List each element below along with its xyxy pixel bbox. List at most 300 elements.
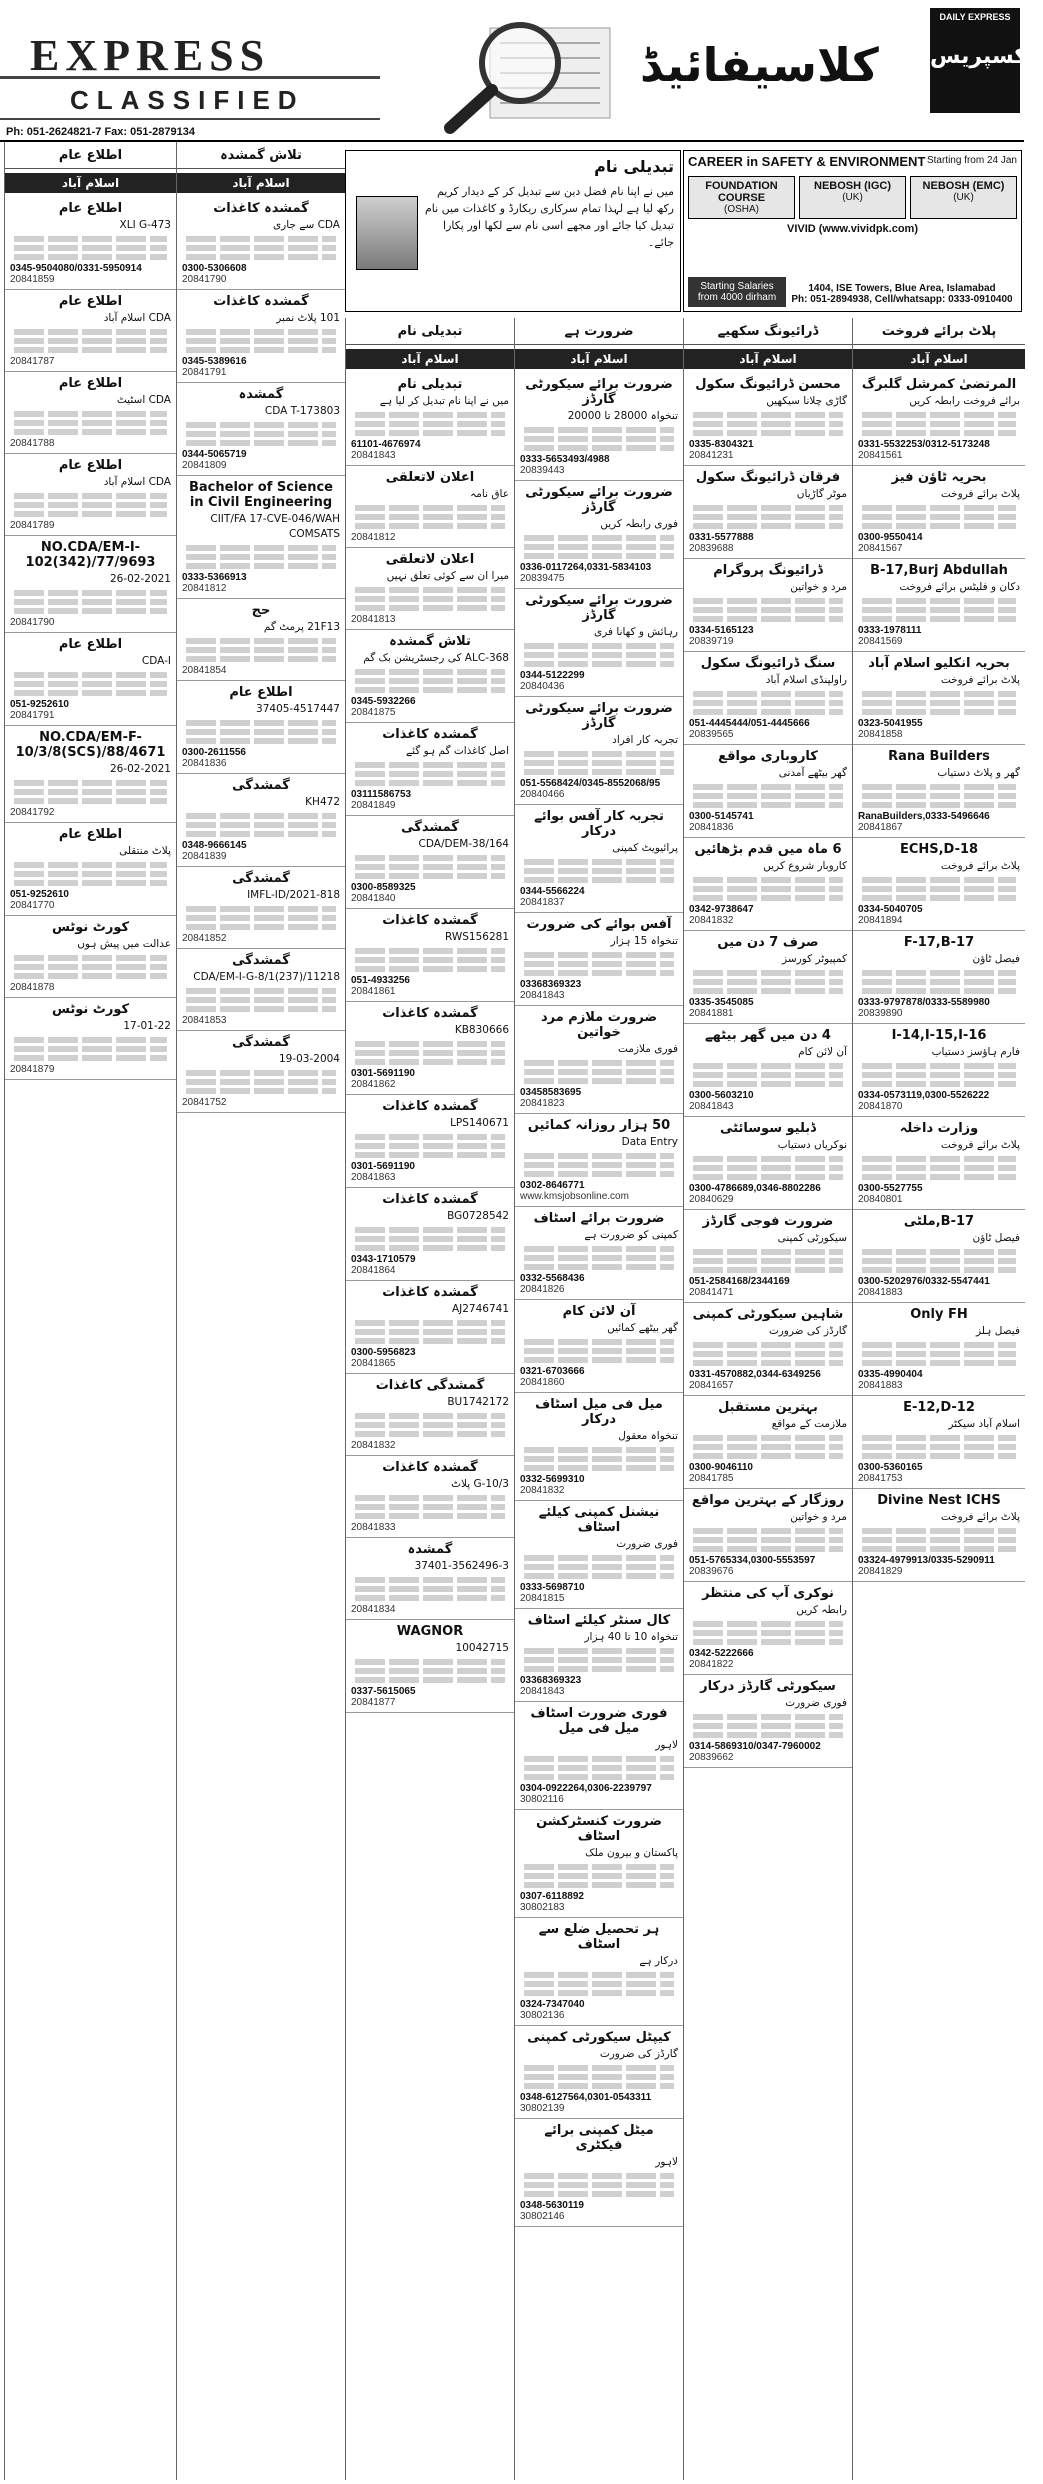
text-filler xyxy=(355,1236,505,1242)
ad-title: تلاش گمشدہ xyxy=(389,634,471,649)
ad-title: گمشدگی کاغذات xyxy=(375,1378,485,1393)
text-filler xyxy=(186,440,336,446)
column-heading: تلاش گمشدہ xyxy=(177,142,345,169)
ad-title: اطلاع عام xyxy=(229,685,293,700)
ad-phone: 0333-9797878/0333-5589980 xyxy=(858,997,990,1008)
text-filler xyxy=(524,1264,674,1270)
text-filler xyxy=(14,329,167,335)
text-filler xyxy=(355,1041,505,1047)
classified-ad xyxy=(5,536,176,633)
ad-title: Divine Nest ICHS xyxy=(877,1493,1001,1508)
career-address xyxy=(787,283,1017,305)
ad-phone: 0300-2611556 xyxy=(182,747,246,758)
ad-body: پلاٹ منتقلی xyxy=(119,845,171,857)
ad-id: 20841837 xyxy=(520,897,565,908)
ad-phone: 03368369323 xyxy=(520,979,582,990)
text-filler xyxy=(862,1546,1016,1552)
text-filler xyxy=(524,877,674,883)
ad-body: فیصل ہلز xyxy=(975,1325,1020,1337)
text-filler xyxy=(14,590,167,596)
ad-column xyxy=(4,142,176,2480)
text-filler xyxy=(355,1677,505,1683)
text-filler xyxy=(693,886,843,892)
ad-id: 20839565 xyxy=(689,729,734,740)
text-filler xyxy=(14,780,167,786)
ad-phone: 03458583695 xyxy=(520,1087,582,1098)
ad-body: دکان و فلیٹس برائے فروخت xyxy=(899,581,1020,593)
ad-id: 20841883 xyxy=(858,1287,903,1298)
course-foundation xyxy=(688,176,795,219)
classified-ad xyxy=(515,1609,683,1702)
text-filler xyxy=(862,1174,1016,1180)
ad-body: گارڈز کی ضرورت xyxy=(599,2048,678,2060)
ad-phone: 0301-5691190 xyxy=(351,1161,415,1172)
text-filler xyxy=(862,616,1016,622)
ad-body: گھر و پلاٹ دستیاب xyxy=(937,767,1020,779)
classified-ad xyxy=(684,466,852,559)
ad-body: LPS140671 xyxy=(450,1117,509,1129)
ad-phone: 0331-5532253/0312-5173248 xyxy=(858,439,990,450)
text-filler xyxy=(14,973,167,979)
text-filler xyxy=(524,535,674,541)
ad-phone: 0337-5615065 xyxy=(351,1686,416,1697)
ad-body: CDA اسلام آباد xyxy=(103,312,171,324)
ad-phone: 051-9252610 xyxy=(10,889,69,900)
text-filler xyxy=(693,523,843,529)
text-filler xyxy=(693,598,843,604)
ad-id: 20841567 xyxy=(858,543,903,554)
text-filler xyxy=(14,429,167,435)
text-filler xyxy=(862,1360,1016,1366)
brand-express: EXPRESS xyxy=(30,31,271,80)
classified-ad xyxy=(177,867,345,949)
text-filler xyxy=(355,1134,505,1140)
ad-body: سیکورٹی کمپنی xyxy=(777,1232,847,1244)
ad-title: ڈرائیونگ پروگرام xyxy=(713,563,823,578)
text-filler xyxy=(524,1447,674,1453)
classified-ad xyxy=(684,838,852,931)
ad-phone: 03324-4979913/0335-5290911 xyxy=(858,1555,995,1566)
text-filler xyxy=(14,955,167,961)
text-filler xyxy=(524,1246,674,1252)
ad-id: 30802146 xyxy=(520,2211,565,2222)
ad-body: Data Entry xyxy=(621,1136,678,1148)
ad-title: گمشدہ کاغذات xyxy=(382,1099,478,1114)
text-filler xyxy=(862,412,1016,418)
classified-ad xyxy=(853,838,1025,931)
ad-phone: 0307-6118892 xyxy=(520,1891,584,1902)
ad-title: اعلان لاتعلقی xyxy=(385,470,475,485)
ad-title: وزارت داخلہ xyxy=(899,1121,979,1136)
ad-body: BG0728542 xyxy=(447,1210,509,1222)
text-filler xyxy=(355,1413,505,1419)
text-filler xyxy=(693,1621,843,1627)
header-rule xyxy=(0,118,380,120)
text-filler xyxy=(524,1564,674,1570)
ad-body: BU1742172 xyxy=(447,1396,509,1408)
text-filler xyxy=(862,1156,1016,1162)
text-filler xyxy=(186,729,336,735)
text-filler xyxy=(524,1060,674,1066)
ad-phone: 0345-9504080/0331-5950914 xyxy=(10,263,142,274)
ad-id: 20841843 xyxy=(689,1101,734,1112)
ad-id: 20841789 xyxy=(10,520,55,531)
ad-id: 20839719 xyxy=(689,636,734,647)
text-filler xyxy=(524,1078,674,1084)
ad-id: 20839662 xyxy=(689,1752,734,1763)
ad-id: 20841881 xyxy=(689,1008,734,1019)
classified-ad xyxy=(515,697,683,805)
ad-phone: 0336-0117264,0331-5834103 xyxy=(520,562,652,573)
classified-ad xyxy=(5,454,176,536)
classified-ad xyxy=(684,373,852,466)
ad-body: KB830666 xyxy=(454,1024,509,1036)
ad-id: 20841878 xyxy=(10,982,55,993)
logo-daily: DAILY EXPRESS xyxy=(939,12,1011,22)
text-filler xyxy=(524,1153,674,1159)
ad-body: عدالت میں پیش ہوں xyxy=(77,938,171,950)
ad-body: فیصل ٹاؤن xyxy=(972,1232,1020,1244)
text-filler xyxy=(693,1072,843,1078)
ad-title: B-17,Burj Abdullah xyxy=(870,563,1008,578)
career-phone: Ph: 051-2894938, Cell/whatsapp: 0333-0910400 xyxy=(791,294,1013,305)
ad-body: درکار ہے xyxy=(639,1955,678,1967)
ad-column xyxy=(345,318,514,2480)
ad-title: گمشدگی xyxy=(232,953,290,968)
text-filler xyxy=(186,1070,336,1076)
text-filler xyxy=(862,979,1016,985)
ad-id: 20841791 xyxy=(182,367,227,378)
text-filler xyxy=(693,1165,843,1171)
ad-title: بحریہ ٹاؤن فیز xyxy=(891,470,987,485)
ad-title: گمشدہ کاغذات xyxy=(213,201,309,216)
text-filler xyxy=(524,1255,674,1261)
ad-title: گمشدہ xyxy=(407,1542,453,1557)
ad-body: پلاٹ برائے فروخت xyxy=(940,674,1020,686)
text-filler xyxy=(862,988,1016,994)
ad-column xyxy=(683,318,852,2480)
text-filler xyxy=(862,886,1016,892)
ad-phone: 0300-5202976/0332-5547441 xyxy=(858,1276,990,1287)
ad-title: فرقان ڈرائیونگ سکول xyxy=(695,470,841,485)
ad-title: اطلاع عام xyxy=(58,458,123,473)
text-filler xyxy=(524,652,674,658)
ad-phone: 0300-5527755 xyxy=(858,1183,923,1194)
text-filler xyxy=(14,599,167,605)
ad-id: 20841840 xyxy=(351,893,396,904)
text-filler xyxy=(693,1537,843,1543)
text-filler xyxy=(693,1342,843,1348)
text-filler xyxy=(524,760,674,766)
text-filler xyxy=(693,691,843,697)
text-filler xyxy=(524,2074,674,2080)
ad-body: CDA/EM-I-G-8/1(237)/11218 xyxy=(193,971,340,983)
header-rule xyxy=(0,76,380,79)
ad-title: گمشدہ کاغذات xyxy=(382,1460,478,1475)
text-filler xyxy=(862,1444,1016,1450)
classified-ad xyxy=(684,745,852,838)
text-filler xyxy=(862,793,1016,799)
classified-ad xyxy=(515,589,683,697)
text-filler xyxy=(524,643,674,649)
text-filler xyxy=(862,421,1016,427)
ad-phone: 0334-5040705 xyxy=(858,904,923,915)
text-filler xyxy=(524,1873,674,1879)
text-filler xyxy=(862,1351,1016,1357)
text-filler xyxy=(524,553,674,559)
classified-ad xyxy=(177,1031,345,1113)
text-filler xyxy=(355,1495,505,1501)
text-filler xyxy=(355,421,505,427)
ad-column xyxy=(176,142,345,2480)
text-filler xyxy=(524,1357,674,1363)
ad-id: 20841865 xyxy=(351,1358,396,1369)
magnifier-icon xyxy=(430,8,620,133)
ad-phone: 0300-4786689,0346-8802286 xyxy=(689,1183,821,1194)
text-filler xyxy=(14,1046,167,1052)
ad-id: 20841833 xyxy=(351,1522,396,1533)
ad-body: CDA سے جاری xyxy=(272,219,340,231)
text-filler xyxy=(693,1444,843,1450)
ad-phone: 0332-5699310 xyxy=(520,1474,585,1485)
text-filler xyxy=(355,780,505,786)
ad-title: گمشدہ کاغذات xyxy=(382,913,478,928)
classified-ad xyxy=(684,1489,852,1582)
classified-ad xyxy=(346,1281,514,1374)
course-name: NEBOSH (EMC) xyxy=(922,180,1005,192)
ad-phone: 0301-5691190 xyxy=(351,1068,415,1079)
ad-body: CDA اسلام آباد xyxy=(103,476,171,488)
ad-body: اصل کاغذات گم ہو گئے xyxy=(405,745,509,757)
name-change-ad xyxy=(345,150,681,312)
ad-id: 20841853 xyxy=(182,1015,227,1026)
ad-id: 20841867 xyxy=(858,822,903,833)
classified-ad xyxy=(515,1702,683,1810)
ad-id: 20841854 xyxy=(182,665,227,676)
classified-ad xyxy=(853,559,1025,652)
classified-ad xyxy=(346,1620,514,1713)
ad-phone: 0342-5222666 xyxy=(689,1648,754,1659)
ad-id: 20841879 xyxy=(10,1064,55,1075)
career-salary: Starting Salaries from 4000 dirham xyxy=(688,277,786,307)
ad-title: ضرورت برائے سیکورٹی گارڈز xyxy=(525,593,673,623)
ad-id: 20841852 xyxy=(182,933,227,944)
classified-ad xyxy=(177,290,345,383)
classified-ad xyxy=(684,1024,852,1117)
career-brand: VIVID (www.vividpk.com) xyxy=(786,223,918,235)
ad-title: بحریہ انکلیو اسلام آباد xyxy=(868,656,1010,671)
ad-phone: 0321-6703666 xyxy=(520,1366,585,1377)
ad-body: پاکستان و بیرون ملک xyxy=(585,1847,678,1859)
ad-title: ڈبلیو سوسائٹی xyxy=(720,1121,816,1136)
text-filler xyxy=(14,681,167,687)
text-filler xyxy=(14,493,167,499)
text-filler xyxy=(693,877,843,883)
text-filler xyxy=(186,347,336,353)
text-filler xyxy=(355,957,505,963)
ad-body: تنخواہ 10 تا 40 ہزار xyxy=(584,1631,678,1643)
text-filler xyxy=(14,608,167,614)
ad-column xyxy=(514,318,683,2480)
city-banner: اسلام آباد xyxy=(5,173,176,193)
classified-ad xyxy=(177,774,345,867)
ad-phone: 051-5765334,0300-5553597 xyxy=(689,1555,816,1566)
text-filler xyxy=(862,523,1016,529)
classified-ad xyxy=(684,1675,852,1768)
ad-body: میں نے اپنا نام تبدیل کر لیا ہے xyxy=(379,395,509,407)
ad-title: Bachelor of Science in Civil Engineering xyxy=(188,480,333,510)
classified-ad xyxy=(177,476,345,599)
text-filler xyxy=(355,1668,505,1674)
text-filler xyxy=(524,1348,674,1354)
ad-body: پرائیویٹ کمپنی xyxy=(612,842,678,854)
classified-ad xyxy=(5,998,176,1080)
text-filler xyxy=(355,1422,505,1428)
ad-body: RWS156281 xyxy=(445,931,509,943)
text-filler xyxy=(524,1573,674,1579)
classified-ad xyxy=(853,1396,1025,1489)
ad-phone: 03111586753 xyxy=(351,789,412,800)
ad-title: I-14,I-15,I-16 xyxy=(891,1028,987,1043)
text-filler xyxy=(524,751,674,757)
ad-phone: 0343-1710579 xyxy=(351,1254,416,1265)
ad-phone: 0304-0922264,0306-2239797 xyxy=(520,1783,652,1794)
ad-id: 20841860 xyxy=(520,1377,565,1388)
text-filler xyxy=(186,997,336,1003)
classified-ad xyxy=(5,197,176,290)
ad-title: E-12,D-12 xyxy=(903,1400,975,1415)
city-banner: اسلام آباد xyxy=(853,349,1025,369)
header-contact: Ph: 051-2624821-7 Fax: 051-2879134 xyxy=(6,126,195,138)
classified-ad xyxy=(177,949,345,1031)
ad-body: 19-03-2004 xyxy=(278,1053,340,1065)
text-filler xyxy=(14,254,167,260)
text-filler xyxy=(693,1714,843,1720)
ad-phone: 0335-3545085 xyxy=(689,997,754,1008)
ad-body: 17-01-22 xyxy=(123,1020,171,1032)
text-filler xyxy=(862,1528,1016,1534)
text-filler xyxy=(524,1162,674,1168)
ad-phone: 051-5568424/0345-8552068/95 xyxy=(520,778,661,789)
classified-ad xyxy=(346,1002,514,1095)
ad-phone: 0342-9738647 xyxy=(689,904,754,915)
ad-id: 20841812 xyxy=(182,583,227,594)
classified-ad xyxy=(853,373,1025,466)
ad-id: 30802116 xyxy=(520,1794,564,1805)
text-filler xyxy=(355,762,505,768)
ad-phone: 0348-5630119 xyxy=(520,2200,584,2211)
ad-id: 20841790 xyxy=(182,274,227,285)
text-filler xyxy=(355,1059,505,1065)
text-filler xyxy=(14,502,167,508)
ad-id: 20841829 xyxy=(858,1566,903,1577)
ad-id: 20841812 xyxy=(351,532,396,543)
ad-id: 20841792 xyxy=(10,807,55,818)
ad-title: نیشنل کمپنی کیلئے اسٹاف xyxy=(538,1505,660,1535)
classified-ad xyxy=(515,1918,683,2026)
text-filler xyxy=(693,1351,843,1357)
text-filler xyxy=(186,422,336,428)
text-filler xyxy=(14,862,167,868)
ad-body: موٹر گاڑیاں xyxy=(796,488,847,500)
ad-id: 30802139 xyxy=(520,2103,565,2114)
text-filler xyxy=(693,709,843,715)
classified-ad xyxy=(5,372,176,454)
ad-body: برائے فروخت رابطہ کریں xyxy=(909,395,1020,407)
ad-title: B-17,ملٹی xyxy=(903,1214,975,1229)
ad-title: محسن ڈرائیونگ سکول xyxy=(695,377,841,392)
text-filler xyxy=(524,1465,674,1471)
text-filler xyxy=(524,661,674,667)
ad-body: لاہور xyxy=(655,1739,678,1751)
ad-phone: 0300-5360165 xyxy=(858,1462,923,1473)
text-filler xyxy=(14,964,167,970)
ad-id: 20841843 xyxy=(520,1686,565,1697)
text-filler xyxy=(524,859,674,865)
ad-body: پلاٹ برائے فروخت xyxy=(940,860,1020,872)
ad-phone: 0300-5603210 xyxy=(689,1090,754,1101)
ad-id: 20841839 xyxy=(182,851,227,862)
text-filler xyxy=(693,1630,843,1636)
ad-title: گمشدگی xyxy=(401,820,459,835)
text-filler xyxy=(186,554,336,560)
ad-phone: 0345-5389616 xyxy=(182,356,247,367)
ad-title: 50 ہزار روزانہ کمائیں xyxy=(527,1118,671,1133)
text-filler xyxy=(693,1156,843,1162)
classified-ad xyxy=(346,1374,514,1456)
text-filler xyxy=(693,1249,843,1255)
ad-title: 4 دن میں گھر بیٹھے xyxy=(705,1028,831,1043)
career-start-date: Starting from 24 Jan xyxy=(926,155,1017,166)
text-filler xyxy=(524,952,674,958)
ad-phone: 051-2584168/2344169 xyxy=(689,1276,790,1287)
ad-body: CDA-I xyxy=(141,655,171,667)
text-filler xyxy=(355,687,505,693)
text-filler xyxy=(355,1513,505,1519)
classified-ad xyxy=(515,1300,683,1393)
classified-ad xyxy=(515,373,683,481)
ad-phone: 0333-1978111 xyxy=(858,625,922,636)
ad-title: گمشدہ کاغذات xyxy=(382,727,478,742)
text-filler xyxy=(524,1972,674,1978)
ad-body: تجربہ کار افراد xyxy=(612,734,678,746)
ad-body: پلاٹ برائے فروخت xyxy=(940,488,1020,500)
ad-id: 20841809 xyxy=(182,460,227,471)
text-filler xyxy=(524,868,674,874)
ad-id: 20841770 xyxy=(10,900,55,911)
text-filler xyxy=(693,1360,843,1366)
classified-ad xyxy=(515,805,683,913)
ad-body: تنخواہ معقول xyxy=(618,1430,678,1442)
ad-id: 20841813 xyxy=(351,614,396,625)
text-filler xyxy=(186,338,336,344)
classified-ad xyxy=(177,599,345,681)
ad-id: 30802183 xyxy=(520,1902,565,1913)
text-filler xyxy=(355,596,505,602)
ad-title: ہر تحصیل ضلع سے اسٹاف xyxy=(538,1922,660,1952)
classified-ad xyxy=(853,931,1025,1024)
ad-title: آفس بوائے کی ضرورت xyxy=(526,917,672,932)
text-filler xyxy=(862,1072,1016,1078)
text-filler xyxy=(862,691,1016,697)
course-nebosh-emc xyxy=(910,176,1017,219)
city-banner: اسلام آباد xyxy=(515,349,683,369)
ad-title: کاروباری مواقع xyxy=(718,749,818,764)
logo-urdu: ایکسپریس xyxy=(930,44,1043,69)
text-filler xyxy=(186,720,336,726)
classified-ad xyxy=(177,383,345,476)
ad-title: NO.CDA/EM-I-102(342)/77/9693 xyxy=(25,540,156,570)
